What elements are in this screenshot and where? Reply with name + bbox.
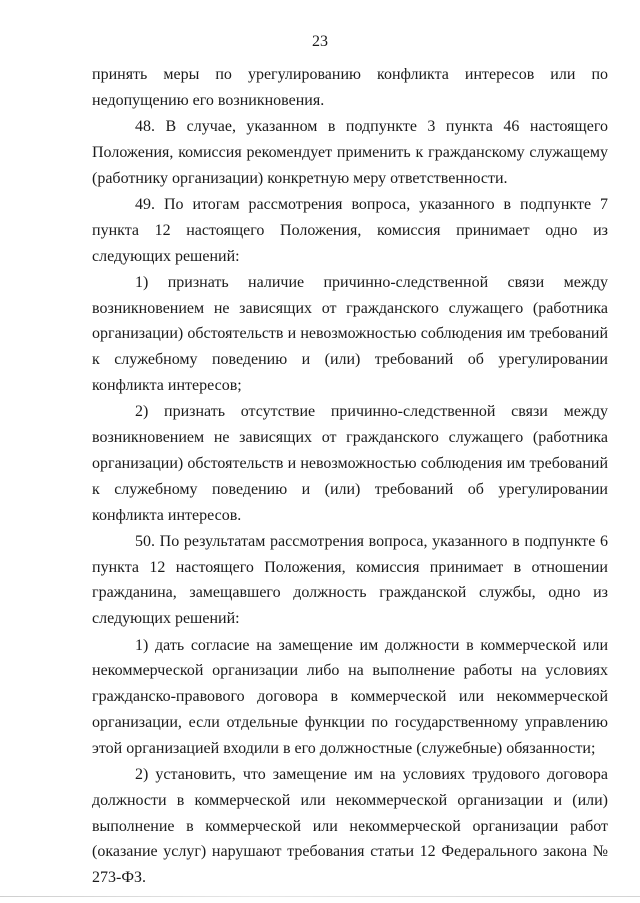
- paragraph-50: 50. По результатам рассмотрения вопроса, указанного в подпункте 6 пункта 12 настоящего Положения, комиссия принимает в отношении гражданина, замещавшего должность гражданской службы, одно из следующих решений:: [92, 532, 608, 628]
- document-body: [92, 62, 608, 892]
- paragraph-48: 48. В случае, указанном в подпункте 3 пункта 46 настоящего Положения, комиссия рекомендует применить к гражданскому служащему (работнику организации) конкретную меру ответственности.: [92, 118, 608, 187]
- scan-edge-line: [0, 896, 640, 897]
- paragraph-49-item-2: 2) признать отсутствие причинно-следственной связи между возникновением не зависящих от гражданского служащего (работника организации) обстоятельств и невозможностью соблюдения им требований к служебному поведению и (или) требований об урегулировании конфликта интересов.: [92, 403, 608, 524]
- paragraph-49: 49. По итогам рассмотрения вопроса, указанного в подпункте 7 пункта 12 настоящего Положения, комиссия принимает одно из следующих решений:: [92, 195, 608, 265]
- paragraph-continuation: принять меры по урегулированию конфликта интересов или по недопущению его возникновения.: [92, 66, 608, 109]
- paragraph-49-item-1: 1) признать наличие причинно-следственной связи между возникновением не зависящих от гражданского служащего (работника организации) обстоятельств и невозможностью соблюдения им требований к служебному поведению и (или) требований об урегулировании конфликта интересов;: [92, 273, 608, 395]
- page-number: 23: [312, 33, 328, 50]
- paragraph-50-item-2: 2) установить, что замещение им на условиях трудового договора должности в коммерческой или некоммерческой организации и (или) выполнение в коммерческой или некоммерческой организации работ (оказание услуг) нарушают требования статьи 12 Федерального закона № 273-ФЗ.: [92, 766, 608, 887]
- paragraph-50-item-1: 1) дать согласие на замещение им должности в коммерческой или некоммерческой организации либо на выполнение работы на условиях гражданско-правового договора в коммерческой или некоммерческой организации, если отдельные функции по государственному управлению этой организацией входили в его должностные (служебные) обязанности;: [92, 636, 608, 757]
